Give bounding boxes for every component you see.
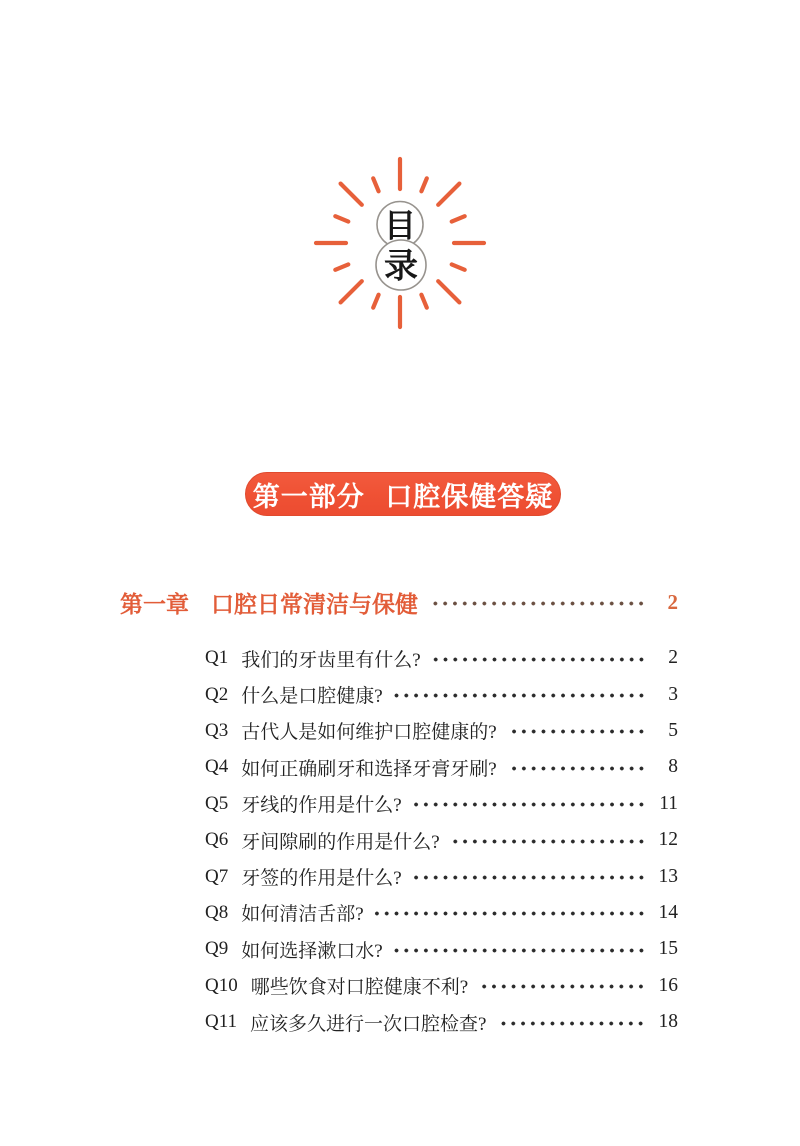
leader-dots bbox=[393, 944, 646, 957]
toc-entry bbox=[205, 749, 678, 785]
toc-entry bbox=[205, 676, 678, 712]
entry-title: 牙间隙刷的作用是什么? bbox=[241, 831, 440, 853]
entry-label: Q2 bbox=[205, 683, 229, 705]
entry-page-number: 13 bbox=[658, 865, 678, 887]
entry-title: 古代人是如何维护口腔健康的? bbox=[241, 722, 497, 744]
leader-dots bbox=[374, 907, 646, 920]
entry-page-number: 18 bbox=[658, 1011, 678, 1033]
entry-page-number: 8 bbox=[668, 756, 678, 778]
leader-dots bbox=[450, 835, 646, 848]
entry-label: Q1 bbox=[205, 647, 229, 669]
chapter-label: 第一章 bbox=[120, 591, 189, 617]
entry-page-number: 14 bbox=[658, 901, 678, 923]
entry-page-number: 3 bbox=[668, 683, 678, 705]
entry-page-number: 16 bbox=[658, 974, 678, 996]
entry-label: Q8 bbox=[205, 901, 229, 923]
entry-title: 应该多久进行一次口腔检查? bbox=[250, 1013, 487, 1035]
toc-entry-list bbox=[205, 640, 678, 1040]
entry-page-number: 11 bbox=[659, 792, 678, 814]
entry-title: 哪些饮食对口腔健康不利? bbox=[250, 977, 469, 999]
toc-entry bbox=[205, 640, 678, 676]
entry-page-number: 5 bbox=[668, 719, 678, 741]
toc-logo bbox=[304, 152, 496, 342]
toc-entry bbox=[205, 895, 678, 931]
toc-entry bbox=[205, 931, 678, 967]
entry-label: Q10 bbox=[205, 974, 238, 996]
entry-label: Q11 bbox=[205, 1011, 238, 1033]
leader-dots bbox=[478, 980, 646, 993]
entry-label: Q3 bbox=[205, 719, 229, 741]
entry-title: 如何选择漱口水? bbox=[241, 940, 383, 962]
toc-entry bbox=[205, 822, 678, 858]
entry-page-number: 12 bbox=[658, 829, 678, 851]
toc-entry bbox=[205, 968, 678, 1004]
leader-dots bbox=[507, 725, 646, 738]
entry-title: 如何正确刷牙和选择牙膏牙刷? bbox=[241, 758, 497, 780]
entry-title: 牙线的作用是什么? bbox=[241, 795, 402, 817]
chapter-page-number: 2 bbox=[667, 589, 678, 614]
toc-entry bbox=[205, 786, 678, 822]
leader-dots bbox=[431, 653, 646, 666]
chapter-title: 口腔日常清洁与保健 bbox=[211, 591, 418, 617]
entry-title: 牙签的作用是什么? bbox=[241, 868, 402, 890]
toc-entry bbox=[205, 1004, 678, 1040]
entry-title: 什么是口腔健康? bbox=[241, 686, 383, 708]
leader-dots bbox=[393, 689, 646, 702]
leader-dots bbox=[507, 762, 646, 775]
chapter-row bbox=[120, 586, 678, 618]
entry-label: Q7 bbox=[205, 865, 229, 887]
entry-label: Q6 bbox=[205, 829, 229, 851]
toc-entry bbox=[205, 858, 678, 894]
leader-dots bbox=[412, 798, 646, 811]
leader-dots bbox=[412, 871, 646, 884]
part-banner: 第一部分 口腔保健答疑 bbox=[245, 472, 561, 516]
leader-dots bbox=[496, 1017, 646, 1030]
logo-top-char: 目 bbox=[383, 207, 417, 244]
toc-entry bbox=[205, 713, 678, 749]
logo-bottom-char: 录 bbox=[384, 247, 418, 286]
entry-title: 如何清洁舌部? bbox=[241, 904, 364, 926]
entry-label: Q5 bbox=[205, 792, 229, 814]
entry-label: Q4 bbox=[205, 756, 229, 778]
entry-page-number: 2 bbox=[668, 647, 678, 669]
entry-label: Q9 bbox=[205, 938, 229, 960]
entry-page-number: 15 bbox=[658, 938, 678, 960]
entry-title: 我们的牙齿里有什么? bbox=[241, 649, 421, 671]
leader-dots bbox=[428, 597, 646, 610]
